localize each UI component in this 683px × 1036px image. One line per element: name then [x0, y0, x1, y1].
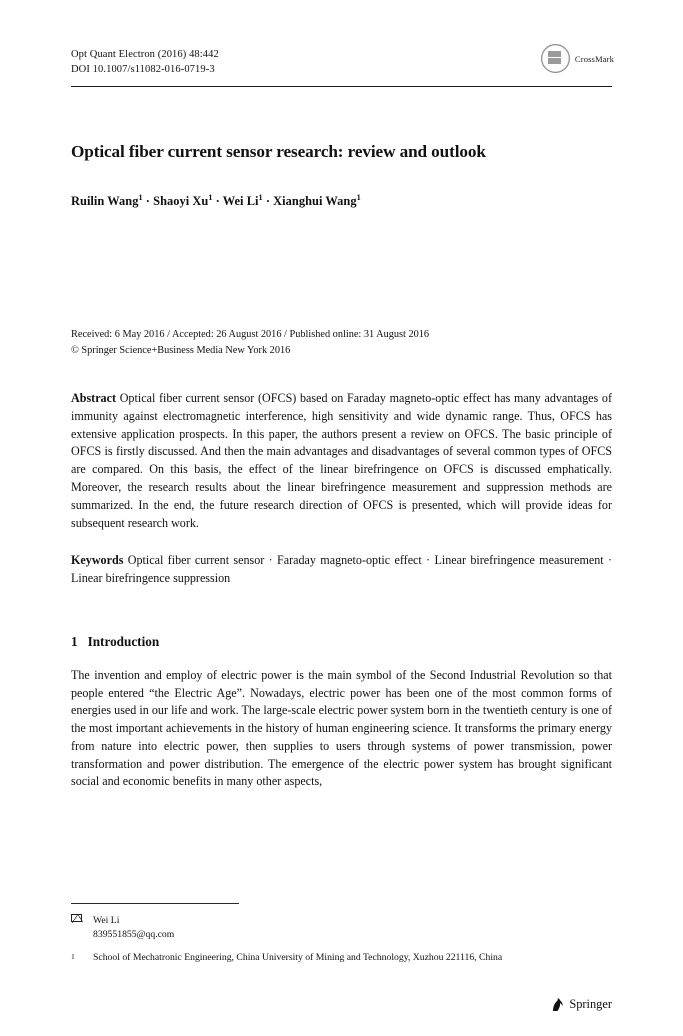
publisher-logo — [551, 997, 612, 1012]
author-list — [71, 193, 612, 209]
page-header — [71, 48, 612, 78]
footnote-divider — [71, 903, 239, 904]
affiliation-text: School of Mechatronic Engineering, China University of Mining and Technology, Xuzhou 221116, China — [93, 951, 503, 963]
corresponding-author-email[interactable]: 839551855@qq.com — [93, 928, 175, 940]
journal-doi: DOI 10.1007/s11082-016-0719-3 — [71, 63, 215, 75]
abstract-paragraph — [71, 390, 612, 532]
author-affiliation-mark: 1 — [258, 193, 263, 203]
received-accepted-line: Received: 6 May 2016 / Accepted: 26 August 2016 / Published online: 31 August 2016 — [71, 329, 430, 341]
journal-citation: Opt Quant Electron (2016) 48:442 — [71, 49, 219, 60]
section-title: Introduction — [87, 633, 160, 649]
keywords-label: Keywords — [71, 553, 124, 568]
author-name: Shaoyi Xu — [153, 194, 209, 209]
author-name: Ruilin Wang — [71, 194, 139, 209]
section-heading — [71, 634, 612, 650]
crossmark-badge[interactable] — [541, 44, 614, 73]
corresponding-author-name: Wei Li — [93, 914, 120, 926]
publication-dates — [71, 327, 612, 358]
springer-horse-icon — [551, 997, 564, 1012]
page-content — [71, 48, 612, 803]
footnote-block — [71, 903, 612, 974]
author-name: Xianghui Wang — [273, 194, 357, 209]
journal-reference — [71, 48, 219, 78]
publisher-name: Springer — [569, 997, 612, 1011]
author-affiliation-mark: 1 — [356, 193, 361, 203]
author-separator: · — [142, 194, 154, 209]
header-divider — [71, 86, 612, 87]
copyright-line: © Springer Science+Business Media New York 2016 — [71, 344, 291, 356]
affiliation-note — [71, 951, 612, 965]
body-paragraph: The invention and employ of electric power is the main symbol of the Second Industrial Revolution so that people entered “the Electric Age”. Nowadays, electric power has been one of the most common forms of energies used in our life and work. The large-scale electric power system born in the twentieth century is one of the most important achievements in the history of human engineering science. It transforms the primary energy from nature into electric power, then supplies to users through systems of power transmission, power transformation and power distribution. The emergence of the electric power system has brought significant social and economic benefits in many other aspects, — [71, 667, 612, 789]
section-number: 1 — [71, 633, 78, 649]
abstract-label: Abstract — [71, 391, 117, 406]
page-title: Optical fiber current sensor research: review and outlook — [71, 141, 486, 161]
author-affiliation-mark: 1 — [208, 193, 213, 203]
envelope-icon — [71, 914, 93, 942]
affiliation-mark: 1 — [71, 951, 75, 961]
author-separator: · — [262, 194, 274, 209]
author-name: Wei Li — [222, 194, 259, 209]
author-affiliation-mark: 1 — [138, 193, 143, 203]
keywords-text: Optical fiber current sensor · Faraday magneto-optic effect · Linear birefringence measurement · Linear birefringence suppression — [71, 553, 612, 586]
corresponding-author-note — [71, 914, 612, 942]
abstract-text: Optical fiber current sensor (OFCS) based on Faraday magneto-optic effect has many advantages of immunity against electromagnetic interference, high sensitivity and wide dynamic range. Thus, OFCS has extensive application prospects. In this paper, the authors present a review on OFCS. The basic principle of OFCS is firstly discussed. And then the main advantages and disadvantages of several common types of OFCS are compared. On this basis, the effect of the linear birefringence on OFCS is discussed emphatically. Moreover, the research results about the linear birefringence measurement and suppression methods are summarized. In the end, the future research direction of OFCS is presented, which will provide ideas for subsequent research work. — [71, 391, 612, 530]
crossmark-logo-icon — [541, 44, 570, 73]
author-separator: · — [212, 194, 223, 209]
crossmark-label: CrossMark — [574, 53, 614, 64]
keywords-paragraph — [71, 552, 612, 588]
